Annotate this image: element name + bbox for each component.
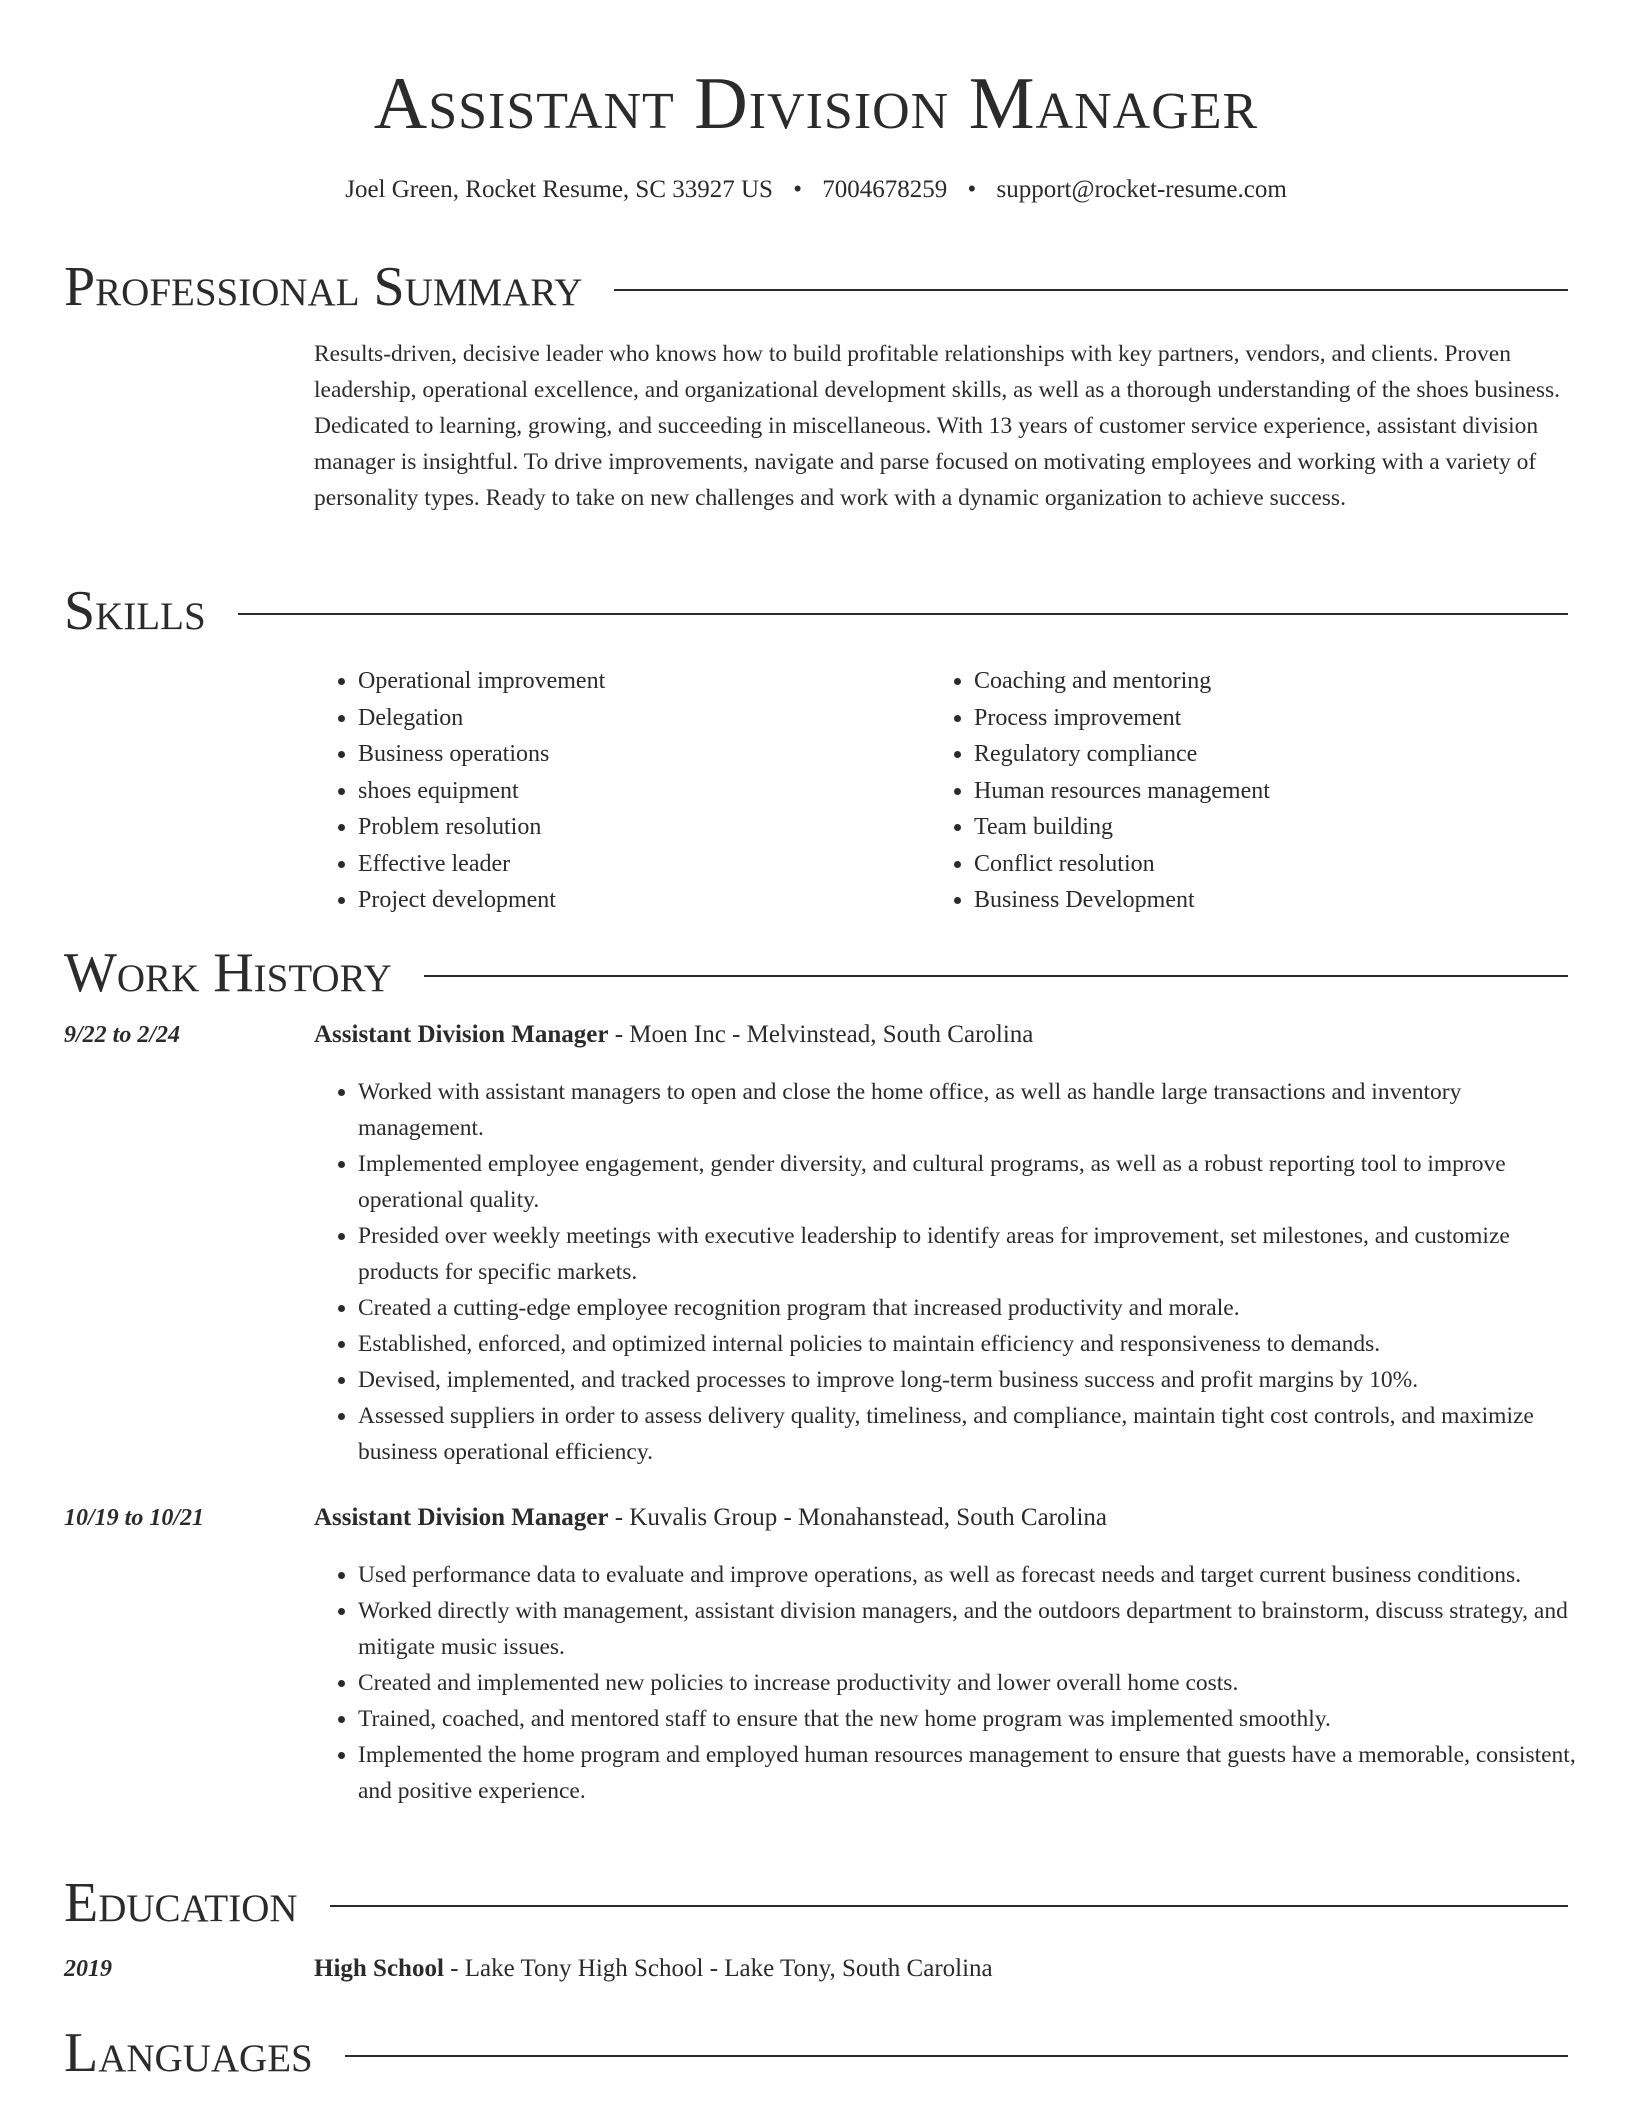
skills-heading: Skills xyxy=(64,580,206,642)
contact-address: Joel Green, Rocket Resume, SC 33927 US xyxy=(345,176,773,203)
job-employer: - Kuvalis Group - Monahanstead, South Carolina xyxy=(608,1504,1107,1531)
contact-separator: • xyxy=(967,176,977,203)
skill-item: • Human resources management xyxy=(974,773,1270,810)
job-title: Assistant Division Manager xyxy=(314,1021,609,1048)
skill-item: • Business Development xyxy=(974,882,1270,919)
job-bullet: • Created and implemented new policies to increase productivity and lower overall home costs. xyxy=(358,1665,1588,1701)
skills-section-header xyxy=(64,578,1568,644)
section-divider xyxy=(345,2055,1568,2057)
skill-item: • Business operations xyxy=(358,736,930,773)
work-section-header xyxy=(64,940,1568,1006)
education-line xyxy=(314,1951,1568,1987)
job-bullet: • Used performance data to evaluate and improve operations, as well as forecast needs and target current business conditions. xyxy=(358,1557,1588,1593)
job-title: Assistant Division Manager xyxy=(314,1504,609,1531)
job-bullet: • Implemented the home program and employed human resources management to ensure that guests have a memorable, consistent, and positive experience. xyxy=(358,1737,1588,1809)
skill-item: • shoes equipment xyxy=(358,773,930,810)
job-dates: 9/22 to 2/24 xyxy=(64,1022,181,1048)
job-title-line xyxy=(314,1500,1568,1536)
work-heading: Work History xyxy=(64,942,392,1004)
education-degree: High School xyxy=(314,1955,444,1982)
job-title-line xyxy=(314,1017,1568,1053)
job-bullet: • Assessed suppliers in order to assess delivery quality, timeliness, and compliance, maintain tight cost controls, and maximize business operational efficiency. xyxy=(358,1398,1588,1470)
job-responsibilities xyxy=(314,1557,1588,1809)
skills-column-left xyxy=(314,663,930,919)
job-bullet: • Established, enforced, and optimized internal policies to maintain efficiency and responsiveness to demands. xyxy=(358,1326,1588,1362)
section-divider xyxy=(424,975,1568,977)
skill-item: • Regulatory compliance xyxy=(974,736,1270,773)
skill-item: • Process improvement xyxy=(974,700,1270,737)
job-bullet: • Created a cutting-edge employee recognition program that increased productivity and morale. xyxy=(358,1290,1588,1326)
job-bullet: • Worked directly with management, assistant division managers, and the outdoors department to brainstorm, discuss strategy, and mitigate music issues. xyxy=(358,1593,1588,1665)
skills-column-right xyxy=(930,663,1270,919)
job-bullet: • Worked with assistant managers to open and close the home office, as well as handle large transactions and inventory management. xyxy=(358,1074,1588,1146)
resume-title: Assistant Division Manager xyxy=(373,63,1259,145)
skill-item: • Coaching and mentoring xyxy=(974,663,1270,700)
skill-item: • Conflict resolution xyxy=(974,846,1270,883)
skill-item: • Project development xyxy=(358,882,930,919)
section-divider xyxy=(614,289,1568,291)
skill-item: • Effective leader xyxy=(358,846,930,883)
job-responsibilities xyxy=(314,1074,1588,1470)
education-year: 2019 xyxy=(64,1956,112,1982)
education-heading: Education xyxy=(64,1872,298,1934)
job-bullet: • Trained, coached, and mentored staff to ensure that the new home program was implemented smoothly. xyxy=(358,1701,1588,1737)
contact-separator: • xyxy=(793,176,802,203)
contact-phone: 7004678259 xyxy=(822,176,948,203)
summary-text: Results-driven, decisive leader who knows how to build profitable relationships with key partners, vendors, and clients. Proven leadership, operational excellence, and organizational development skills, as well as a thorough understanding of the shoes business. Dedicated to learning, growing, and succeeding in miscellaneous. With 13 years of customer service experience, assistant division manager is insightful. To drive improvements, navigate and parse focused on motivating employees and working with a variety of personality types. Ready to take on new challenges and work with a dynamic organization to achieve success. xyxy=(314,341,1561,511)
skill-item: • Problem resolution xyxy=(358,809,930,846)
contact-email[interactable]: support@rocket-resume.com xyxy=(996,176,1287,203)
skill-item: • Delegation xyxy=(358,700,930,737)
education-section-header xyxy=(64,1870,1568,1936)
section-divider xyxy=(238,613,1568,615)
education-school: - Lake Tony High School - Lake Tony, South Carolina xyxy=(443,1955,993,1982)
job-dates: 10/19 to 10/21 xyxy=(64,1505,205,1531)
summary-heading: Professional Summary xyxy=(64,256,583,318)
section-divider xyxy=(330,1905,1568,1907)
job-bullet: • Presided over weekly meetings with executive leadership to identify areas for improvement, set milestones, and customize products for specific markets. xyxy=(358,1218,1588,1290)
job-bullet: • Implemented employee engagement, gender diversity, and cultural programs, as well as a robust reporting tool to improve operational quality. xyxy=(358,1146,1588,1218)
skill-item: • Team building xyxy=(974,809,1270,846)
skill-item: • Operational improvement xyxy=(358,663,930,700)
languages-heading: Languages xyxy=(64,2022,313,2084)
job-bullet: • Devised, implemented, and tracked processes to improve long-term business success and profit margins by 10%. xyxy=(358,1362,1588,1398)
contact-line xyxy=(0,172,1632,208)
languages-section-header xyxy=(64,2020,1568,2086)
job-employer: - Moen Inc - Melvinstead, South Carolina xyxy=(608,1021,1034,1048)
skills-list xyxy=(314,663,1568,919)
summary-section-header xyxy=(64,254,1568,320)
